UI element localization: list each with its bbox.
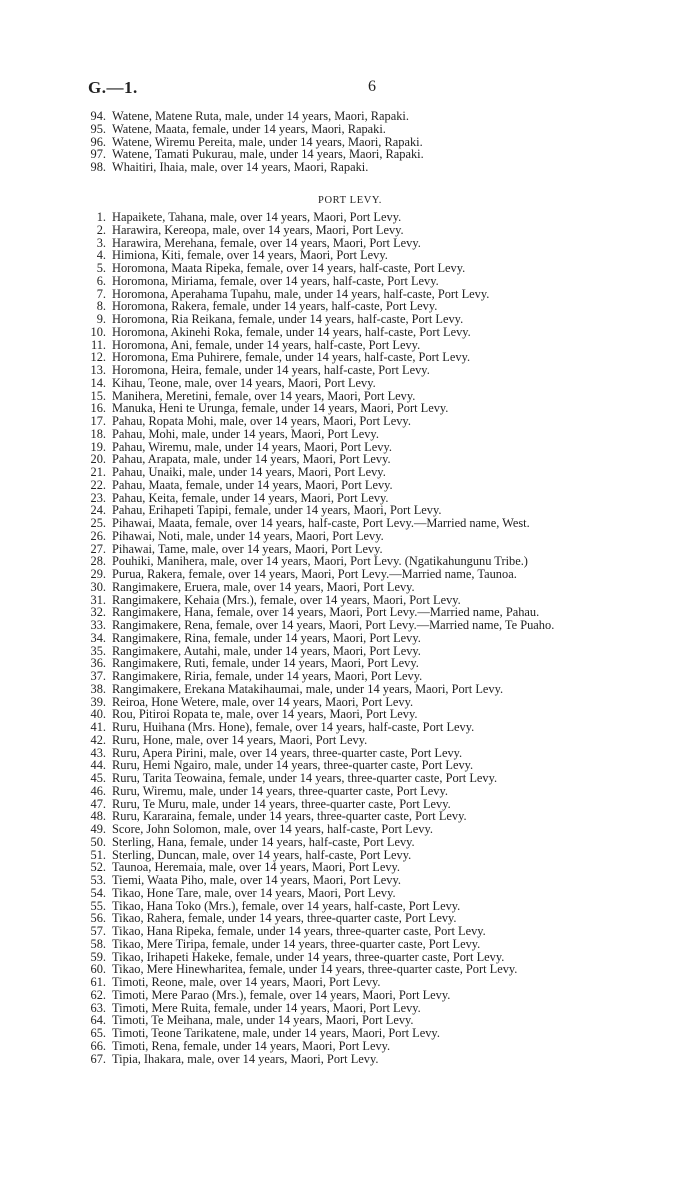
entry-text: Reiroa, Hone Wetere, male, over 14 years, Maori, Port Levy. (112, 694, 414, 709)
entry-text: Horomona, Ema Puhirere, female, under 14 years, half-caste, Port Levy. (112, 350, 471, 365)
list-item (78, 670, 678, 683)
entry-number: 32. (90, 605, 106, 620)
entry-number: 2. (96, 222, 106, 237)
entry-number: 3. (96, 235, 106, 250)
entry-text: Horomona, Aperahama Tupahu, male, under 14 years, half-caste, Port Levy. (112, 286, 490, 301)
list-item (78, 262, 678, 275)
entry-number: 33. (90, 618, 106, 632)
entry-number: 26. (90, 528, 106, 543)
entry-number: 8. (96, 299, 106, 314)
entry-text: Kihau, Teone, male, over 14 years, Maori, Port Levy. (112, 375, 376, 390)
entry-number: 5. (96, 261, 106, 275)
entry-text: Harawira, Kereopa, male, over 14 years, Maori, Port Levy. (112, 222, 404, 237)
list-item (78, 466, 678, 479)
entry-number: 28. (90, 554, 106, 569)
entry-text: Timoti, Teone Tarikatene, male, under 14 years, Maori, Port Levy. (112, 1026, 440, 1040)
entry-number: 17. (90, 414, 106, 428)
entry-text: Watene, Wiremu Pereita, male, under 14 years, Maori, Rapaki. (112, 134, 423, 149)
page-number: 6 (368, 78, 376, 95)
entry-number: 97. (90, 147, 106, 162)
entry-text: Rangimakere, Rena, female, over 14 years, Maori, Port Levy.—Married name, Te Puaho. (112, 618, 555, 632)
entry-number: 15. (90, 388, 106, 403)
entry-number: 50. (90, 834, 106, 849)
entry-text: Timoti, Rena, female, under 14 years, Maori, Port Levy. (112, 1038, 391, 1053)
list-item (78, 887, 678, 900)
list-item (78, 734, 678, 747)
entry-text: Pahau, Keita, female, under 14 years, Maori, Port Levy. (112, 490, 389, 505)
entry-number: 9. (96, 312, 106, 326)
entry-number: 65. (90, 1026, 106, 1040)
entry-text: Rangimakere, Hana, female, over 14 years, Maori, Port Levy.—Married name, Pahau. (112, 605, 540, 620)
entry-number: 98. (90, 160, 106, 174)
entry-text: Tiemi, Waata Piho, male, over 14 years, Maori, Port Levy. (112, 873, 401, 887)
entry-number: 29. (90, 567, 106, 581)
entry-number: 19. (90, 439, 106, 454)
entry-text: Timoti, Mere Ruita, female, under 14 years, Maori, Port Levy. (112, 1000, 421, 1015)
entry-text: Sterling, Hana, female, under 14 years, half-caste, Port Levy. (112, 834, 415, 849)
list-item (78, 428, 678, 441)
entry-number: 10. (90, 324, 106, 339)
entry-number: 6. (96, 273, 106, 288)
entry-text: Taunoa, Heremaia, male, over 14 years, Maori, Port Levy. (112, 860, 401, 875)
entry-number: 94. (90, 109, 106, 123)
entry-number: 61. (90, 975, 106, 989)
entry-text: Pahau, Arapata, male, under 14 years, Maori, Port Levy. (112, 452, 391, 467)
entry-number: 16. (90, 401, 106, 416)
entry-number: 57. (90, 924, 106, 938)
entry-number: 1. (96, 210, 106, 224)
entry-number: 58. (90, 936, 106, 951)
entry-text: Rangimakere, Autahi, male, under 14 years, Maori, Port Levy. (112, 643, 421, 658)
list-item (78, 224, 678, 237)
entry-text: Rou, Pitiroi Ropata te, male, over 14 years, Maori, Port Levy. (112, 707, 418, 722)
entry-number: 12. (90, 350, 106, 365)
entry-number: 41. (90, 720, 106, 734)
entry-number: 53. (90, 873, 106, 887)
entry-text: Pihawai, Maata, female, over 14 years, half-caste, Port Levy.—Married name, West. (112, 516, 530, 530)
entry-number: 37. (90, 669, 106, 683)
entry-text: Rangimakere, Riria, female, under 14 years, Maori, Port Levy. (112, 669, 423, 683)
entry-text: Tikao, Hana Ripeka, female, under 14 years, three-quarter caste, Port Levy. (112, 924, 486, 938)
entry-number: 96. (90, 134, 106, 149)
entry-text: Himiona, Kiti, female, over 14 years, Maori, Port Levy. (112, 248, 388, 263)
entry-number: 11. (90, 337, 106, 352)
list-item (78, 836, 678, 849)
entry-text: Pahau, Ropata Mohi, male, over 14 years, Maori, Port Levy. (112, 414, 411, 428)
list-item (78, 161, 678, 174)
entry-number: 34. (90, 630, 106, 645)
list-item (78, 1040, 678, 1053)
entry-number: 39. (90, 694, 106, 709)
entry-number: 52. (90, 860, 106, 875)
entry-number: 64. (90, 1013, 106, 1028)
entry-text: Rangimakere, Kehaia (Mrs.), female, over 14 years, Maori, Port Levy. (112, 592, 461, 607)
entry-number: 18. (90, 426, 106, 441)
entry-text: Whaitiri, Ihaia, male, over 14 years, Maori, Rapaki. (112, 160, 369, 174)
list-item (78, 313, 678, 326)
entry-text: Manihera, Meretini, female, over 14 years, Maori, Port Levy. (112, 388, 416, 403)
list-item (78, 938, 678, 951)
entry-text: Hapaikete, Tahana, male, over 14 years, Maori, Port Levy. (112, 210, 402, 224)
entry-number: 31. (90, 592, 106, 607)
entry-text: Pihawai, Tame, male, over 14 years, Maori, Port Levy. (112, 541, 383, 556)
entry-text: Ruru, Huihana (Mrs. Hone), female, over 14 years, half-caste, Port Levy. (112, 720, 475, 734)
list-item (78, 683, 678, 696)
entry-text: Pahau, Wiremu, male, under 14 years, Maori, Port Levy. (112, 439, 392, 454)
entry-number: 36. (90, 656, 106, 671)
entry-number: 55. (90, 898, 106, 913)
entry-text: Horomona, Maata Ripeka, female, over 14 years, half-caste, Port Levy. (112, 261, 466, 275)
list-item (78, 1027, 678, 1040)
entry-number: 46. (90, 783, 106, 798)
entry-text: Watene, Maata, female, under 14 years, Maori, Rapaki. (112, 121, 386, 136)
list-item (78, 364, 678, 377)
entry-text: Tikao, Irihapeti Hakeke, female, under 14 years, three-quarter caste, Port Levy. (112, 949, 505, 964)
entry-number: 66. (90, 1038, 106, 1053)
entry-text: Horomona, Heira, female, under 14 years, half-caste, Port Levy. (112, 363, 430, 377)
list-item (78, 619, 678, 632)
entry-text: Purua, Rakera, female, over 14 years, Maori, Port Levy.—Married name, Taunoa. (112, 567, 517, 581)
list-item (78, 415, 678, 428)
entry-number: 23. (90, 490, 106, 505)
list-item (78, 110, 678, 123)
document-reference: G.—1. (88, 78, 138, 97)
entry-number: 14. (90, 375, 106, 390)
entry-text: Ruru, Kararaina, female, under 14 years, three-quarter caste, Port Levy. (112, 809, 467, 824)
entry-number: 62. (90, 987, 106, 1002)
port-levy-entry-list (78, 211, 678, 1065)
entry-text: Rangimakere, Ruti, female, under 14 years, Maori, Port Levy. (112, 656, 419, 671)
entry-text: Tikao, Mere Hinewharitea, female, under 14 years, three-quarter caste, Port Levy. (112, 962, 518, 977)
list-item (78, 823, 678, 836)
list-item (78, 989, 678, 1002)
entry-number: 51. (90, 847, 106, 862)
entry-text: Score, John Solomon, male, over 14 years, half-caste, Port Levy. (112, 822, 433, 836)
entry-number: 49. (90, 822, 106, 836)
entry-text: Sterling, Duncan, male, over 14 years, half-caste, Port Levy. (112, 847, 412, 862)
entry-text: Ruru, Hemi Ngairo, male, under 14 years, three-quarter caste, Port Levy. (112, 758, 474, 773)
entry-number: 38. (90, 681, 106, 696)
entry-text: Tikao, Mere Tiripa, female, under 14 years, three-quarter caste, Port Levy. (112, 936, 481, 951)
list-item (78, 772, 678, 785)
list-item (78, 581, 678, 594)
entry-text: Ruru, Tarita Teowaina, female, under 14 years, three-quarter caste, Port Levy. (112, 771, 498, 785)
entry-number: 43. (90, 745, 106, 760)
entry-text: Horomona, Ria Reikana, female, under 14 years, half-caste, Port Levy. (112, 312, 464, 326)
entry-text: Watene, Tamati Pukurau, male, under 14 years, Maori, Rapaki. (112, 147, 424, 162)
entry-number: 48. (90, 809, 106, 824)
entry-number: 20. (90, 452, 106, 467)
entry-text: Ruru, Wiremu, male, under 14 years, three-quarter caste, Port Levy. (112, 783, 448, 798)
entry-number: 67. (90, 1051, 106, 1066)
list-item (78, 211, 678, 224)
entry-text: Tikao, Hana Toko (Mrs.), female, over 14 years, half-caste, Port Levy. (112, 898, 461, 913)
list-item (78, 785, 678, 798)
entry-text: Timoti, Te Meihana, male, under 14 years, Maori, Port Levy. (112, 1013, 414, 1028)
entry-number: 25. (90, 516, 106, 530)
entry-number: 13. (90, 363, 106, 377)
entry-text: Pahau, Erihapeti Tapipi, female, under 14 years, Maori, Port Levy. (112, 503, 442, 518)
list-item (78, 530, 678, 543)
entry-text: Timoti, Reone, male, over 14 years, Maori, Port Levy. (112, 975, 381, 989)
entry-text: Ruru, Apera Pirini, male, over 14 years, three-quarter caste, Port Levy. (112, 745, 463, 760)
page-header (0, 78, 700, 98)
entry-number: 30. (90, 579, 106, 594)
list-item (78, 721, 678, 734)
entry-number: 56. (90, 911, 106, 926)
entry-number: 22. (90, 477, 106, 492)
list-item (78, 326, 678, 339)
list-item (78, 377, 678, 390)
entry-text: Rangimakere, Eruera, male, over 14 years, Maori, Port Levy. (112, 579, 415, 594)
entry-number: 40. (90, 707, 106, 722)
list-item (78, 123, 678, 136)
entry-text: Tipia, Ihakara, male, over 14 years, Maori, Port Levy. (112, 1051, 379, 1066)
entry-number: 42. (90, 732, 106, 747)
entry-text: Timoti, Mere Parao (Mrs.), female, over 14 years, Maori, Port Levy. (112, 987, 451, 1002)
entry-text: Manuka, Heni te Urunga, female, under 14 years, Maori, Port Levy. (112, 401, 449, 416)
entry-text: Tikao, Rahera, female, under 14 years, three-quarter caste, Port Levy. (112, 911, 457, 926)
entry-number: 24. (90, 503, 106, 518)
entry-number: 44. (90, 758, 106, 773)
entry-text: Pihawai, Noti, male, under 14 years, Maori, Port Levy. (112, 528, 384, 543)
entry-text: Tikao, Hone Tare, male, over 14 years, Maori, Port Levy. (112, 885, 396, 900)
entry-number: 95. (90, 121, 106, 136)
list-item (78, 568, 678, 581)
entry-text: Rangimakere, Rina, female, under 14 years, Maori, Port Levy. (112, 630, 421, 645)
entry-text: Ruru, Hone, male, over 14 years, Maori, Port Levy. (112, 732, 368, 747)
entry-text: Ruru, Te Muru, male, under 14 years, three-quarter caste, Port Levy. (112, 796, 451, 811)
list-item (78, 479, 678, 492)
entry-number: 60. (90, 962, 106, 977)
section-title: PORT LEVY. (318, 195, 382, 206)
entry-number: 59. (90, 949, 106, 964)
entry-number: 21. (90, 465, 106, 479)
entry-text: Pouhiki, Manihera, male, over 14 years, Maori, Port Levy. (Ngatikahungunu Tribe.) (112, 554, 528, 569)
entry-number: 35. (90, 643, 106, 658)
entry-text: Pahau, Mohi, male, under 14 years, Maori, Port Levy. (112, 426, 379, 441)
entry-number: 47. (90, 796, 106, 811)
list-item (78, 976, 678, 989)
entry-text: Watene, Matene Ruta, male, under 14 years, Maori, Rapaki. (112, 109, 409, 123)
entry-text: Pahau, Maata, female, under 14 years, Maori, Port Levy. (112, 477, 393, 492)
entry-text: Pahau, Unaiki, male, under 14 years, Maori, Port Levy. (112, 465, 386, 479)
entry-text: Horomona, Akinehi Roka, female, under 14 years, half-caste, Port Levy. (112, 324, 471, 339)
entry-text: Horomona, Rakera, female, under 14 years, half-caste, Port Levy. (112, 299, 438, 314)
entry-number: 7. (96, 286, 106, 301)
entry-number: 27. (90, 541, 106, 556)
list-item (78, 275, 678, 288)
entry-text: Harawira, Merehana, female, over 14 years, Maori, Port Levy. (112, 235, 421, 250)
list-item (78, 517, 678, 530)
list-item (78, 925, 678, 938)
rapaki-entry-list (78, 110, 678, 174)
entry-text: Rangimakere, Erekana Matakihaumai, male, under 14 years, Maori, Port Levy. (112, 681, 504, 696)
entry-text: Horomona, Ani, female, under 14 years, half-caste, Port Levy. (112, 337, 421, 352)
entry-number: 63. (90, 1000, 106, 1015)
list-item (78, 1053, 678, 1066)
entry-number: 4. (96, 248, 106, 263)
list-item (78, 632, 678, 645)
entry-number: 54. (90, 885, 106, 900)
entry-text: Horomona, Miriama, female, over 14 years, half-caste, Port Levy. (112, 273, 439, 288)
list-item (78, 874, 678, 887)
entry-number: 45. (90, 771, 106, 785)
